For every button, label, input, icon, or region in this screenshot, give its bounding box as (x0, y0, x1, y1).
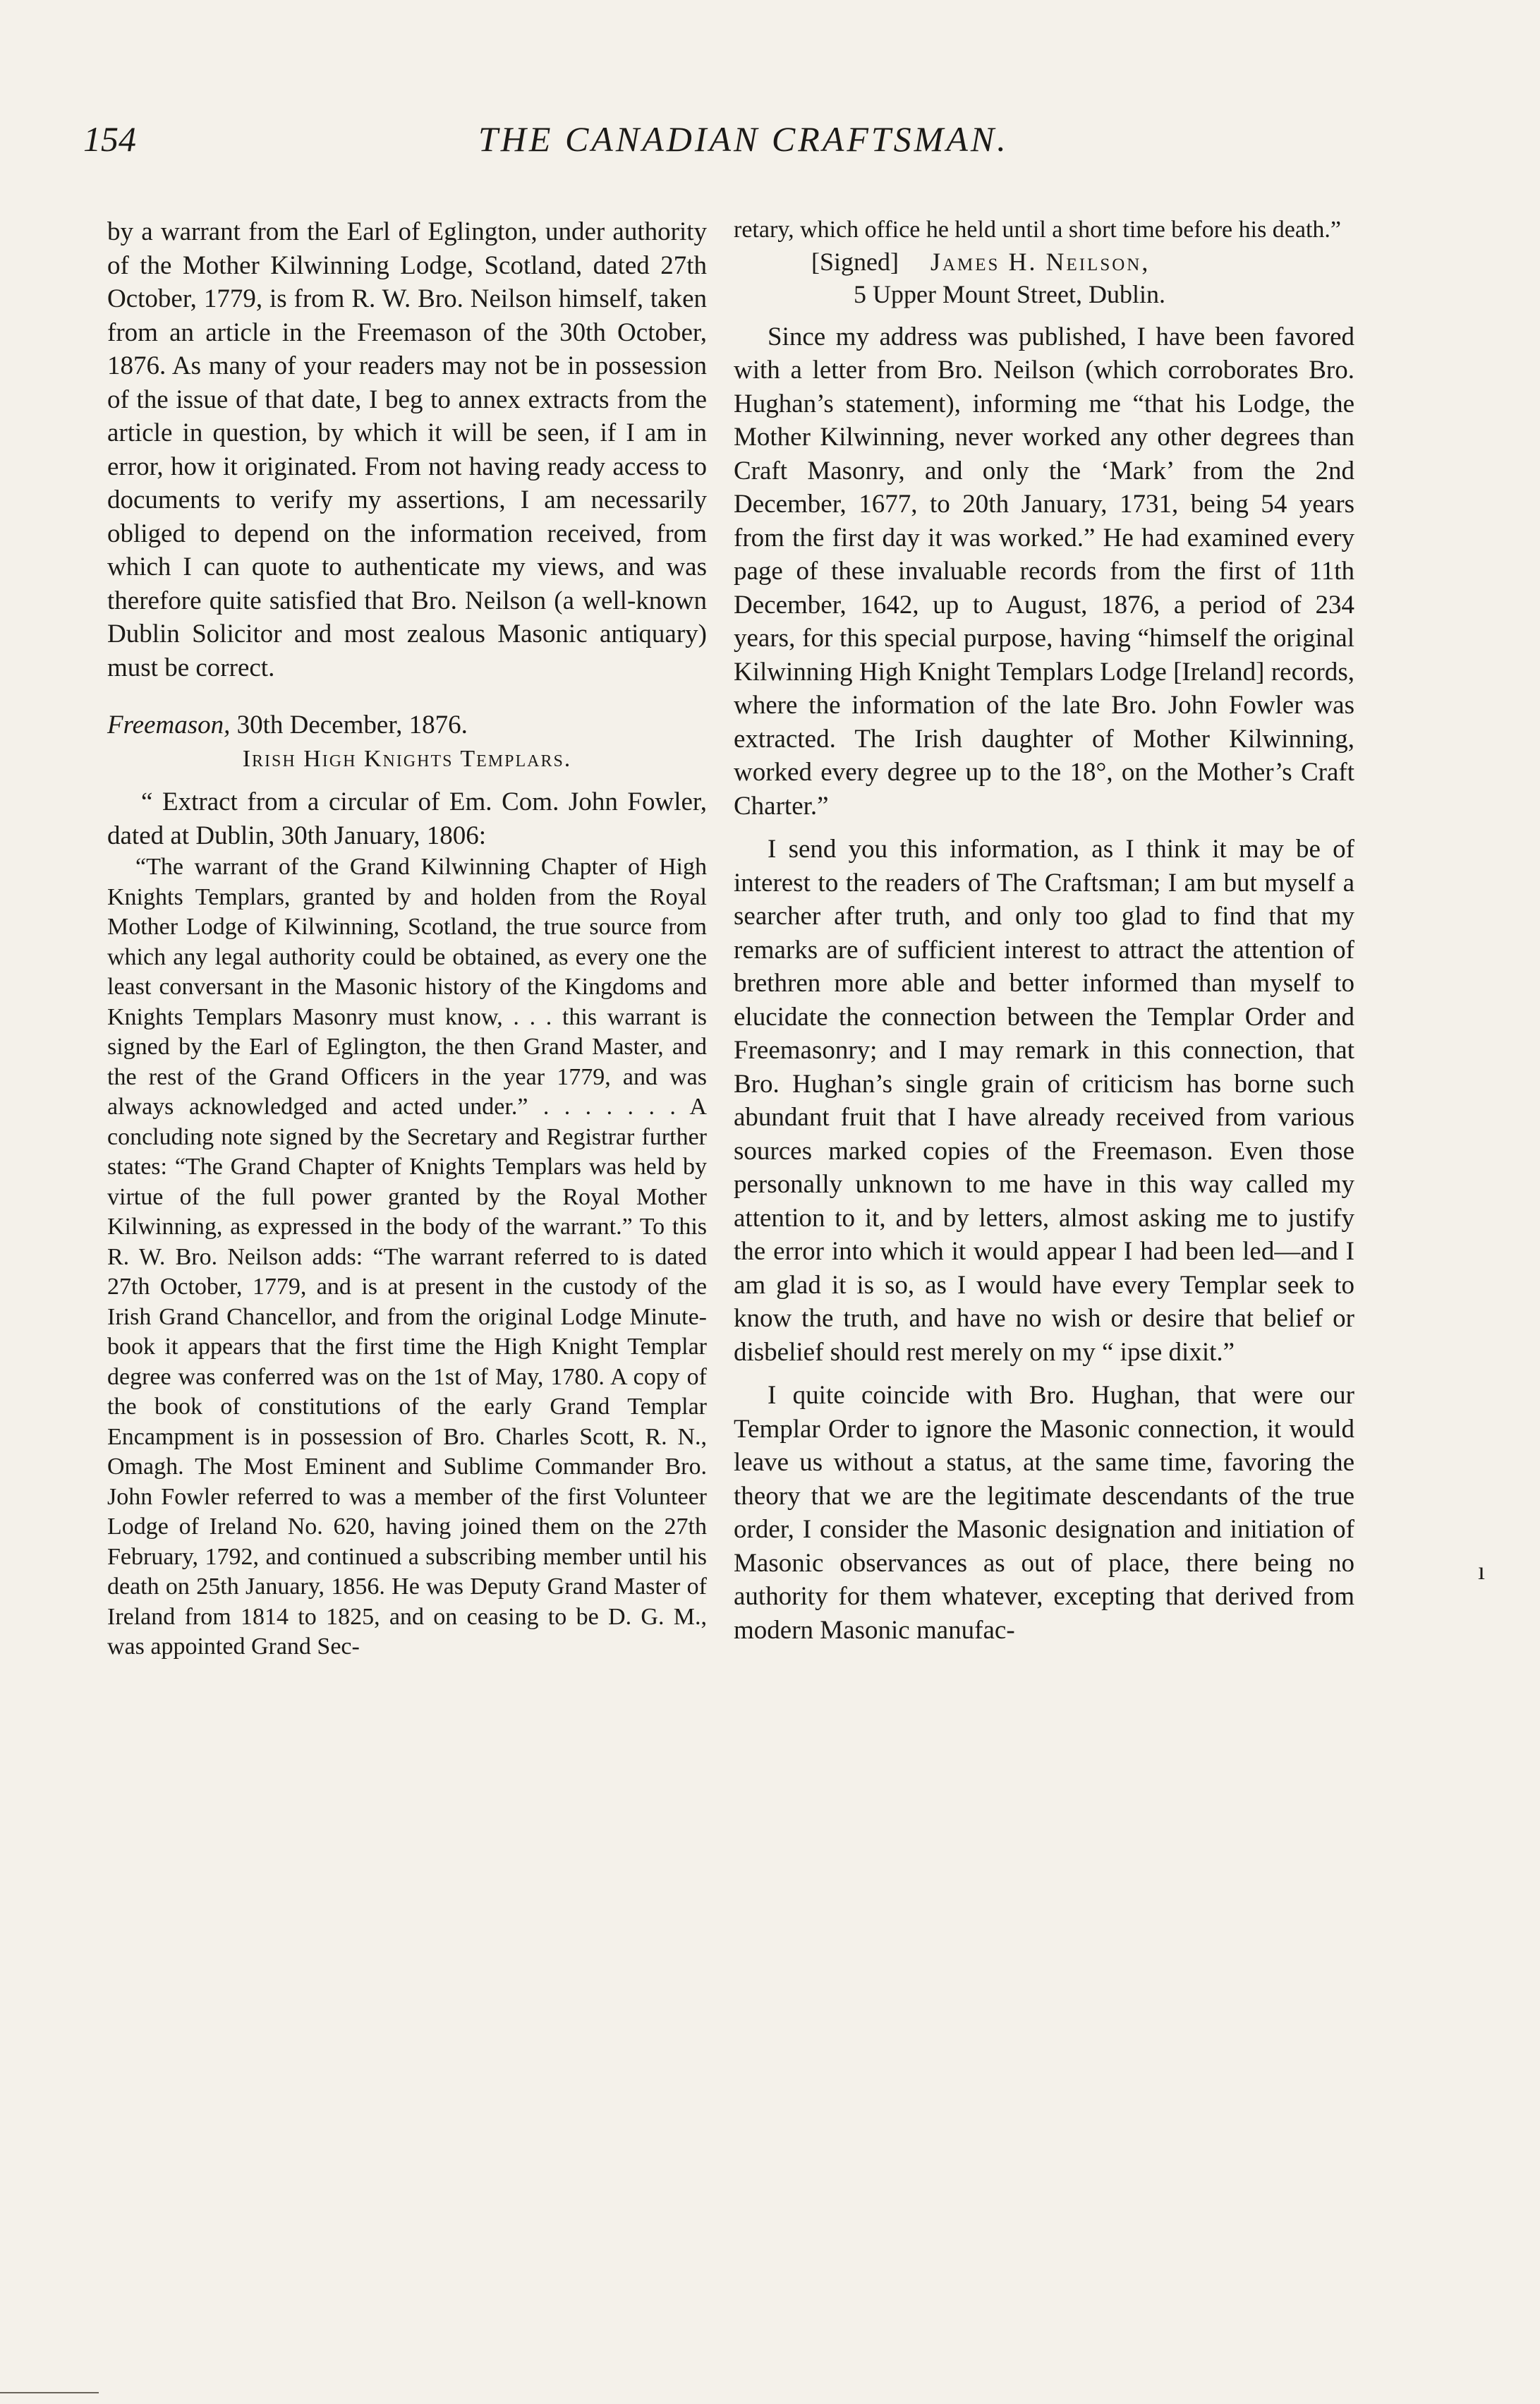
opening-paragraph: by a warrant from the Earl of Eglington, under authority of the Mother Kilwinning Lodge, Scotland, dated 27th October, 1779, is from R. W. Bro. Neilson himself, taken from an article in the Freemason of the 30th October, 1876. As many of your readers may not be in possession of the issue of that date, I beg to annex extracts from the article in question, by which it will be seen, if I am in error, how it originated. From not having ready access to documents to verify my assertions, I am necessarily obliged to depend on the information received, from which I can quote to authenticate my views, and was therefore quite satisfied that Bro. Neilson (a well-known Dublin Solicitor and most zealous Masonic antiquary) must be correct. (107, 217, 707, 682)
continuation-text: retary, which office he held until a short time before his death.” (734, 217, 1342, 243)
left-column (107, 215, 707, 1662)
right-column (734, 215, 1354, 1647)
page-header (83, 119, 1353, 168)
dateline-source: Freemason, (107, 711, 231, 739)
extract-quote: “The warrant of the Grand Kilwinning Chapter of High Knights Templars, granted by and holden from the Royal Mother Lodge of Kilwinning, Scotland, the true source from which any legal authority could be obtained, as every one the least conversant in the Masonic history of the Kingdoms and Knights Templars Masonry must know, . . . this warrant is signed by the Earl of Eglington, the then Grand Master, and the rest of the Grand Officers in the year 1779, and was always acknowledged and acted under.” . . . . . . . A concluding note signed by the Secretary and Registrar further states: “The Grand Chapter of Knights Templars was held by virtue of the full power granted by the Royal Mother Kilwinning, as expressed in the body of the warrant.” To this R. W. Bro. Neilson adds: “The warrant referred to is dated 27th October, 1779, and is at present in the custody of the Irish Grand Chancellor, and from the original Lodge Minute-book it appears that the first time the High Knight Templar degree was conferred was on the 1st of May, 1780. A copy of the book of constitutions of the early Grand Templar Encampment is in possession of Bro. Charles Scott, R. N., Omagh. The Most Eminent and Sublime Commander Bro. John Fowler referred to was a member of the first Volunteer Lodge of Ireland No. 620, having joined them on the 27th February, 1792, and continued a subscribing member until his death on 25th January, 1856. He was Deputy Grand Master of Ireland from 1814 to 1825, and on ceasing to be D. G. M., was appointed Grand Sec- (107, 854, 707, 1660)
paragraph-information: I send you this information, as I think it may be of interest to the readers of The Craftsman; I am but myself a searcher after truth, and only too glad to find that my remarks are of sufficient interest to attract the attention of brethren more able and better informed than myself to elucidate the connection between the Templar Order and Freemasonry; and I may remark in this connection, that Bro. Hughan’s single grain of criticism has borne such abundant fruit that I have already received from various sources marked copies of the Freemason. Even those personally unknown to me have in this way called my attention to it, and by letters, almost asking me to justify the error into which it would appear I had been led—and I am glad it is so, as I would have every Templar seek to know the truth, and have no wish or desire that belief or disbelief should rest merely on my “ ipse dixit.” (734, 835, 1354, 1367)
running-title: THE CANADIAN CRAFTSMAN. (478, 119, 1009, 159)
signed-name: James H. Neilson, (930, 247, 1151, 276)
extract-quote-block (107, 852, 707, 1662)
continuation-block (734, 215, 1354, 246)
paragraph-neilson-letter: Since my address was published, I have been favored with a letter from Bro. Neilson (which corroborates Bro. Hughan’s statement), informing me “that his Lodge, the Mother Kilwinning, never worked any other degrees than Craft Masonry, and only the ‘Mark’ from the 2nd December, 1677, to 20th January, 1731, being 54 years from the first day it was worked.” He had examined every page of these invaluable records from the first of 11th December, 1642, up to August, 1876, a period of 234 years, for this special purpose, having “himself the original Kilwinning High Knight Templars Lodge [Ireland] records, where the information of the late Bro. John Fowler was extracted. The Irish daughter of Mother Kilwinning, worked every degree up to the 18°, on the Mother’s Craft Charter.” (734, 322, 1354, 821)
foot-rule (0, 2392, 99, 2393)
stray-mark: ı (1478, 1557, 1486, 1585)
dateline-date: 30th December, 1876. (236, 711, 468, 739)
signed-label: [Signed] (811, 247, 899, 276)
signed-address: 5 Upper Mount Street, Dublin. (854, 279, 1165, 308)
section-heading: Irish High Knights Templars. (242, 745, 572, 772)
extract-intro: “ Extract from a circular of Em. Com. John Fowler, dated at Dublin, 30th January, 1806: (107, 787, 707, 850)
paragraph-coincide: I quite coincide with Bro. Hughan, that were our Templar Order to ignore the Masonic connection, it would leave us without a status, at the same time, favoring the theory that we are the legitimate descendants of the true order, I consider the Masonic designation and initiation of Masonic observances as out of place, there being no authority for them whatever, excepting that derived from modern Masonic manufac- (734, 1381, 1354, 1645)
column-divider (715, 222, 717, 2339)
dateline (107, 708, 707, 742)
page-number: 154 (83, 119, 136, 159)
signature-block (734, 246, 1354, 310)
